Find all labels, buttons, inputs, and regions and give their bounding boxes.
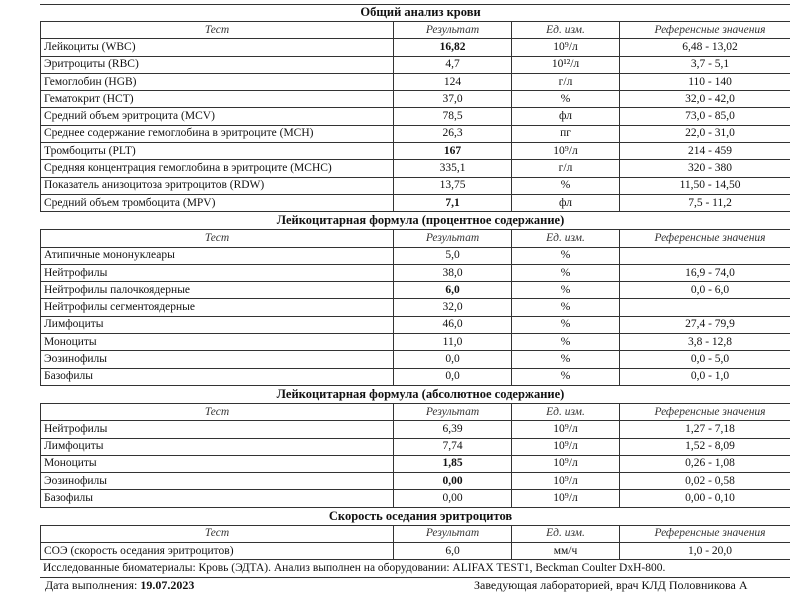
reference-range xyxy=(620,247,790,264)
table-row xyxy=(41,490,790,507)
table-row xyxy=(41,368,790,385)
reference-range: 7,5 - 11,2 xyxy=(620,194,790,211)
result-value: 0,0 xyxy=(394,368,512,385)
test-name: Тромбоциты (PLT) xyxy=(41,143,394,160)
results-table xyxy=(40,4,790,560)
header-unit: Ед. изм. xyxy=(512,403,620,420)
unit: фл xyxy=(512,108,620,125)
table-row xyxy=(41,438,790,455)
table-row xyxy=(41,351,790,368)
header-test: Тест xyxy=(41,22,394,39)
table-row xyxy=(41,455,790,472)
reference-range: 1,52 - 8,09 xyxy=(620,438,790,455)
table-row xyxy=(41,56,790,73)
unit: % xyxy=(512,316,620,333)
result-value: 13,75 xyxy=(394,177,512,194)
section-title: Лейкоцитарная формула (процентное содержание) xyxy=(41,212,790,230)
table-row xyxy=(41,299,790,316)
table-row xyxy=(41,39,790,56)
test-name: Лейкоциты (WBC) xyxy=(41,39,394,56)
reference-range: 320 - 380 xyxy=(620,160,790,177)
test-name: Моноциты xyxy=(41,455,394,472)
reference-range: 0,00 - 0,10 xyxy=(620,490,790,507)
unit: % xyxy=(512,264,620,281)
unit: % xyxy=(512,351,620,368)
unit: 10⁹/л xyxy=(512,490,620,507)
result-value: 7,74 xyxy=(394,438,512,455)
reference-range: 0,0 - 6,0 xyxy=(620,282,790,299)
section-title-row xyxy=(41,4,790,22)
header-result: Результат xyxy=(394,230,512,247)
header-reference: Референсные значения xyxy=(620,22,790,39)
test-name: Эритроциты (RBC) xyxy=(41,56,394,73)
header-test: Тест xyxy=(41,525,394,542)
result-value: 5,0 xyxy=(394,247,512,264)
table-row xyxy=(41,473,790,490)
header-reference: Референсные значения xyxy=(620,230,790,247)
lab-head-signature: Заведующая лабораторией, врач КЛД Половникова А xyxy=(474,578,748,592)
column-header-row xyxy=(41,22,790,39)
header-unit: Ед. изм. xyxy=(512,525,620,542)
test-name: Эозинофилы xyxy=(41,473,394,490)
section-title: Лейкоцитарная формула (абсолютное содержание) xyxy=(41,385,790,403)
unit: % xyxy=(512,299,620,316)
unit: 10⁹/л xyxy=(512,421,620,438)
reference-range: 0,02 - 0,58 xyxy=(620,473,790,490)
test-name: Нейтрофилы xyxy=(41,421,394,438)
date-value: 19.07.2023 xyxy=(140,578,195,592)
reference-range: 32,0 - 42,0 xyxy=(620,91,790,108)
table-row xyxy=(41,177,790,194)
test-name: Нейтрофилы палочкоядерные xyxy=(41,282,394,299)
result-value: 26,3 xyxy=(394,125,512,142)
header-unit: Ед. изм. xyxy=(512,22,620,39)
section-title-row xyxy=(41,507,790,525)
header-test: Тест xyxy=(41,403,394,420)
header-reference: Референсные значения xyxy=(620,403,790,420)
unit: 10⁹/л xyxy=(512,438,620,455)
column-header-row xyxy=(41,230,790,247)
result-value: 16,82 xyxy=(394,39,512,56)
test-name: Нейтрофилы сегментоядерные xyxy=(41,299,394,316)
result-value: 1,85 xyxy=(394,455,512,472)
reference-range: 11,50 - 14,50 xyxy=(620,177,790,194)
unit: % xyxy=(512,282,620,299)
test-name: Средний объем эритроцита (MCV) xyxy=(41,108,394,125)
reference-range: 1,27 - 7,18 xyxy=(620,421,790,438)
header-reference: Референсные значения xyxy=(620,525,790,542)
test-name: Средний объем тромбоцита (MPV) xyxy=(41,194,394,211)
section-title: Общий анализ крови xyxy=(41,4,790,22)
unit: % xyxy=(512,334,620,351)
unit: мм/ч xyxy=(512,543,620,560)
table-row xyxy=(41,73,790,90)
test-name: Эозинофилы xyxy=(41,351,394,368)
result-value: 335,1 xyxy=(394,160,512,177)
section-title-row xyxy=(41,212,790,230)
unit: 10⁹/л xyxy=(512,143,620,160)
result-value: 4,7 xyxy=(394,56,512,73)
reference-range: 0,0 - 5,0 xyxy=(620,351,790,368)
unit: 10⁹/л xyxy=(512,473,620,490)
reference-range: 27,4 - 79,9 xyxy=(620,316,790,333)
unit: 10⁹/л xyxy=(512,455,620,472)
reference-range xyxy=(620,299,790,316)
result-value: 167 xyxy=(394,143,512,160)
result-value: 32,0 xyxy=(394,299,512,316)
reference-range: 3,7 - 5,1 xyxy=(620,56,790,73)
result-value: 0,00 xyxy=(394,490,512,507)
test-name: Лимфоциты xyxy=(41,316,394,333)
section-title: Скорость оседания эритроцитов xyxy=(41,507,790,525)
header-result: Результат xyxy=(394,22,512,39)
column-header-row xyxy=(41,403,790,420)
unit: 10⁹/л xyxy=(512,39,620,56)
reference-range: 16,9 - 74,0 xyxy=(620,264,790,281)
table-row xyxy=(41,194,790,211)
test-name: Показатель анизоцитоза эритроцитов (RDW) xyxy=(41,177,394,194)
test-name: Базофилы xyxy=(41,368,394,385)
unit: г/л xyxy=(512,73,620,90)
unit: % xyxy=(512,177,620,194)
reference-range: 22,0 - 31,0 xyxy=(620,125,790,142)
table-row xyxy=(41,334,790,351)
header-unit: Ед. изм. xyxy=(512,230,620,247)
result-value: 124 xyxy=(394,73,512,90)
result-value: 7,1 xyxy=(394,194,512,211)
table-row xyxy=(41,316,790,333)
result-value: 37,0 xyxy=(394,91,512,108)
reference-range: 1,0 - 20,0 xyxy=(620,543,790,560)
header-test: Тест xyxy=(41,230,394,247)
result-value: 0,0 xyxy=(394,351,512,368)
table-row xyxy=(41,143,790,160)
table-row xyxy=(41,282,790,299)
result-value: 11,0 xyxy=(394,334,512,351)
test-name: СОЭ (скорость оседания эритроцитов) xyxy=(41,543,394,560)
reference-range: 73,0 - 85,0 xyxy=(620,108,790,125)
test-name: Лимфоциты xyxy=(41,438,394,455)
results-body xyxy=(41,4,790,560)
table-row xyxy=(41,543,790,560)
reference-range: 0,0 - 1,0 xyxy=(620,368,790,385)
table-row xyxy=(41,125,790,142)
result-value: 78,5 xyxy=(394,108,512,125)
reference-range: 214 - 459 xyxy=(620,143,790,160)
test-name: Гематокрит (HCT) xyxy=(41,91,394,108)
reference-range: 3,8 - 12,8 xyxy=(620,334,790,351)
test-name: Атипичные мононуклеары xyxy=(41,247,394,264)
unit: пг xyxy=(512,125,620,142)
result-value: 0,00 xyxy=(394,473,512,490)
test-name: Базофилы xyxy=(41,490,394,507)
test-name: Моноциты xyxy=(41,334,394,351)
reference-range: 110 - 140 xyxy=(620,73,790,90)
date-label: Дата выполнения: xyxy=(45,578,138,592)
test-name: Нейтрофилы xyxy=(41,264,394,281)
table-row xyxy=(41,421,790,438)
table-row xyxy=(41,264,790,281)
biomaterial-note: Исследованные биоматериалы: Кровь (ЭДТА). Анализ выполнен на оборудовании: ALIFAX TEST1, Beckman Coulter DxH-800. xyxy=(40,560,790,578)
header-result: Результат xyxy=(394,525,512,542)
table-row xyxy=(41,160,790,177)
header-result: Результат xyxy=(394,403,512,420)
unit: 10¹²/л xyxy=(512,56,620,73)
lab-report xyxy=(40,4,790,578)
test-name: Среднее содержание гемоглобина в эритроците (MCH) xyxy=(41,125,394,142)
result-value: 6,0 xyxy=(394,282,512,299)
reference-range: 0,26 - 1,08 xyxy=(620,455,790,472)
result-value: 6,39 xyxy=(394,421,512,438)
execution-date xyxy=(45,578,194,593)
unit: % xyxy=(512,247,620,264)
result-value: 46,0 xyxy=(394,316,512,333)
table-row xyxy=(41,91,790,108)
result-value: 38,0 xyxy=(394,264,512,281)
test-name: Средняя концентрация гемоглобина в эритроците (MCHC) xyxy=(41,160,394,177)
test-name: Гемоглобин (HGB) xyxy=(41,73,394,90)
unit: г/л xyxy=(512,160,620,177)
section-title-row xyxy=(41,385,790,403)
reference-range: 6,48 - 13,02 xyxy=(620,39,790,56)
column-header-row xyxy=(41,525,790,542)
unit: % xyxy=(512,91,620,108)
table-row xyxy=(41,108,790,125)
unit: фл xyxy=(512,194,620,211)
result-value: 6,0 xyxy=(394,543,512,560)
table-row xyxy=(41,247,790,264)
unit: % xyxy=(512,368,620,385)
